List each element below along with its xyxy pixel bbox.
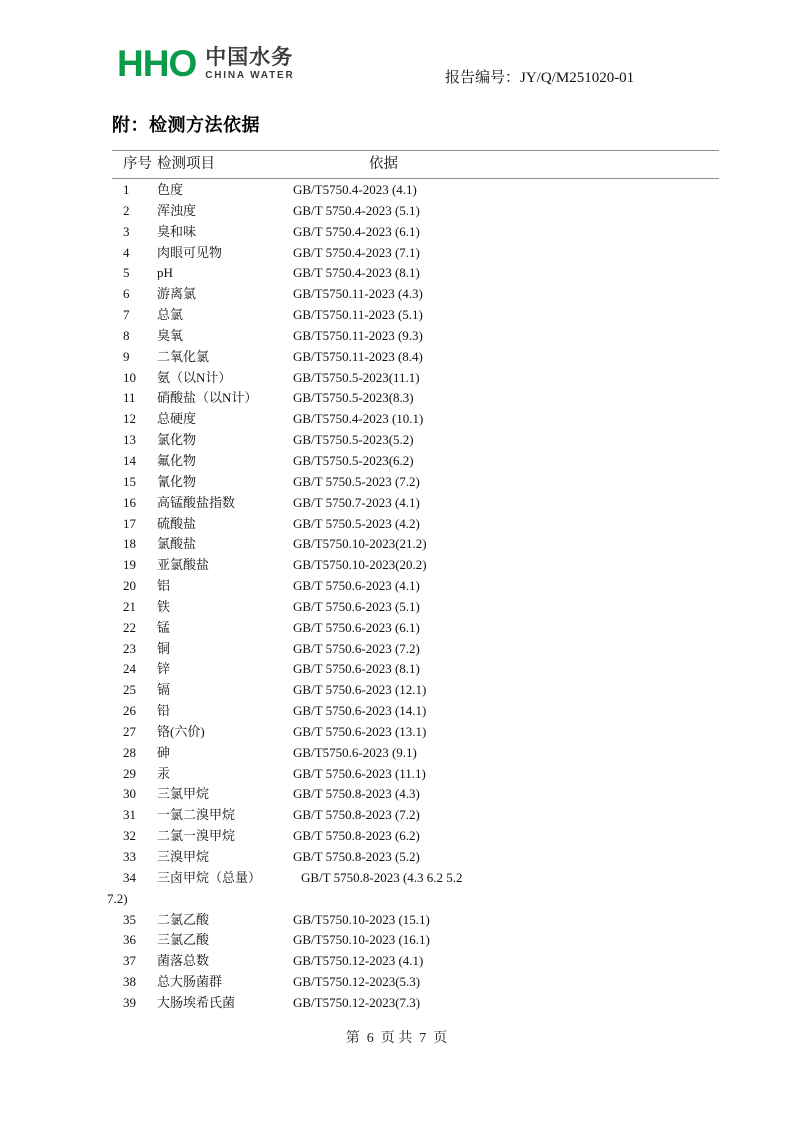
table-row [112, 826, 719, 847]
cell-index: 25 [123, 682, 136, 698]
column-header-item: 检测项目 [157, 156, 215, 172]
cell-item: 总氯 [157, 307, 184, 323]
report-number-label: 报告编号： [445, 70, 521, 86]
table-row [112, 639, 719, 660]
company-logo [117, 44, 294, 84]
cell-index: 17 [123, 515, 136, 531]
methods-table [107, 150, 719, 1014]
cell-basis: GB/T5750.5-2023(5.2) [293, 432, 414, 448]
cell-item: 镉 [157, 682, 171, 698]
cell-basis: GB/T 5750.6-2023 (6.1) [293, 619, 420, 635]
cell-basis: GB/T 5750.5-2023 (7.2) [293, 473, 420, 489]
cell-index: 18 [123, 536, 136, 552]
cell-index: 16 [123, 494, 136, 510]
cell-index: 6 [123, 286, 130, 302]
cell-index: 28 [123, 744, 136, 760]
cell-basis: GB/T5750.12-2023(7.3) [293, 994, 421, 1010]
table-row [112, 222, 719, 243]
table-row [112, 472, 719, 493]
cell-basis: GB/T 5750.6-2023 (13.1) [293, 723, 427, 739]
table-row [112, 368, 719, 389]
cell-index: 34 [123, 869, 136, 885]
table-row [112, 910, 719, 931]
cell-basis: GB/T5750.6-2023 (9.1) [293, 744, 417, 760]
cell-index: 8 [123, 327, 130, 343]
cell-item: 色度 [157, 182, 184, 197]
table-row [112, 722, 719, 743]
cell-item: pH [157, 265, 173, 281]
cell-basis: GB/T5750.4-2023 (10.1) [293, 411, 424, 427]
table-row [112, 180, 719, 201]
cell-item: 锰 [157, 619, 171, 635]
cell-item: 总大肠菌群 [157, 974, 223, 990]
table-row [112, 680, 719, 701]
cell-item: 氯化物 [157, 432, 197, 448]
cell-item: 锌 [157, 661, 171, 677]
cell-index: 13 [123, 432, 136, 448]
cell-basis: GB/T 5750.6-2023 (14.1) [293, 703, 427, 719]
cell-index: 32 [123, 828, 136, 844]
cell-item: 铝 [157, 578, 171, 594]
table-row [112, 243, 719, 264]
cell-basis: GB/T 5750.6-2023 (12.1) [293, 682, 427, 698]
cell-basis: GB/T5750.5-2023(11.1) [293, 369, 420, 385]
cell-basis: GB/T 5750.4-2023 (8.1) [293, 265, 420, 281]
cell-basis: GB/T5750.10-2023 (16.1) [293, 932, 430, 948]
table-row [112, 597, 719, 618]
cell-basis-wrap: 7.2) [107, 890, 128, 906]
table-row [112, 388, 719, 409]
table-row [112, 555, 719, 576]
table-row [112, 847, 719, 868]
page-number: 第 6 页 共 7 页 [345, 1031, 448, 1046]
cell-item: 氰化物 [157, 473, 197, 489]
logo-acronym: HHO [117, 43, 197, 84]
cell-index: 39 [123, 994, 136, 1010]
cell-index: 14 [123, 452, 136, 468]
cell-basis: GB/T5750.10-2023 (15.1) [293, 911, 430, 927]
table-row [112, 284, 719, 305]
cell-index: 4 [123, 244, 130, 260]
table-row [112, 263, 719, 284]
column-header-basis: 依据 [369, 156, 398, 172]
table-row [112, 305, 719, 326]
cell-index: 5 [123, 265, 130, 281]
cell-item: 三氯甲烷 [157, 786, 210, 802]
table-row [112, 409, 719, 430]
cell-item: 氟化物 [157, 452, 197, 468]
cell-basis: GB/T 5750.4-2023 (6.1) [293, 223, 420, 239]
table-body [107, 179, 719, 1014]
logo-name-cn: 中国水务 [205, 46, 294, 69]
cell-item: 二氯一溴甲烷 [157, 828, 236, 844]
cell-basis: GB/T5750.5-2023(6.2) [293, 452, 414, 468]
cell-basis: GB/T 5750.6-2023 (11.1) [293, 765, 426, 781]
cell-basis: GB/T 5750.7-2023 (4.1) [293, 494, 420, 510]
cell-item: 铁 [157, 598, 171, 614]
cell-index: 11 [123, 390, 136, 406]
table-row [112, 951, 719, 972]
cell-basis: GB/T5750.4-2023 (4.1) [293, 182, 417, 197]
table-header-row [112, 151, 719, 178]
report-number [445, 66, 634, 87]
cell-index: 12 [123, 411, 136, 427]
cell-basis: GB/T 5750.6-2023 (8.1) [293, 661, 420, 677]
cell-basis: GB/T5750.5-2023(8.3) [293, 390, 414, 406]
cell-item: 一氯二溴甲烷 [157, 807, 236, 823]
cell-item: 高锰酸盐指数 [157, 494, 236, 510]
cell-item: 臭和味 [157, 223, 197, 239]
logo-names [205, 44, 294, 81]
cell-basis: GB/T5750.11-2023 (4.3) [293, 286, 423, 302]
cell-index: 15 [123, 473, 136, 489]
cell-basis: GB/T 5750.8-2023 (7.2) [293, 807, 420, 823]
cell-index: 20 [123, 578, 136, 594]
table-row [112, 868, 719, 889]
table-row [112, 201, 719, 222]
cell-index: 7 [123, 307, 130, 323]
cell-basis: GB/T5750.12-2023(5.3) [293, 974, 421, 990]
cell-item: 游离氯 [157, 286, 197, 302]
table-row [112, 993, 719, 1014]
cell-basis: GB/T 5750.4-2023 (7.1) [293, 244, 420, 260]
cell-basis: GB/T 5750.6-2023 (7.2) [293, 640, 420, 656]
table-row [112, 930, 719, 951]
cell-basis: GB/T5750.12-2023 (4.1) [293, 953, 424, 969]
cell-item: 硫酸盐 [157, 515, 197, 531]
cell-index: 26 [123, 703, 136, 719]
cell-item: 三溴甲烷 [157, 849, 210, 864]
column-header-index: 序号 [123, 156, 152, 172]
page-title: 附：检测方法依据 [112, 115, 260, 135]
cell-item: 菌落总数 [157, 953, 210, 969]
table-row [112, 326, 719, 347]
cell-item: 臭氧 [157, 327, 184, 343]
cell-basis: GB/T 5750.6-2023 (5.1) [293, 598, 420, 614]
cell-index: 37 [123, 953, 136, 969]
table-row [112, 701, 719, 722]
cell-item: 砷 [157, 744, 171, 760]
cell-index: 1 [123, 182, 130, 197]
table-row [112, 430, 719, 451]
cell-index: 29 [123, 765, 136, 781]
table-row [112, 347, 719, 368]
table-row [112, 743, 719, 764]
table-row [112, 784, 719, 805]
cell-basis: GB/T5750.11-2023 (8.4) [293, 348, 423, 364]
cell-basis: GB/T5750.10-2023(20.2) [293, 557, 427, 573]
cell-item: 汞 [157, 765, 171, 781]
cell-item: 二氯乙酸 [157, 911, 210, 927]
table-row [112, 659, 719, 680]
table-row [112, 764, 719, 785]
cell-index: 36 [123, 932, 136, 948]
cell-basis: GB/T5750.11-2023 (9.3) [293, 327, 423, 343]
cell-item: 肉眼可见物 [157, 244, 223, 260]
cell-item: 硝酸盐（以N计） [157, 390, 258, 406]
table-row [112, 576, 719, 597]
cell-item: 亚氯酸盐 [157, 557, 210, 573]
cell-basis: GB/T5750.10-2023(21.2) [293, 536, 427, 552]
cell-index: 23 [123, 640, 136, 656]
cell-index: 35 [123, 911, 136, 927]
table-row [112, 805, 719, 826]
cell-item: 三卤甲烷（总量） [157, 869, 262, 885]
cell-basis: GB/T 5750.6-2023 (4.1) [293, 578, 420, 594]
cell-item: 氨（以N计） [157, 369, 232, 385]
logo-name-en: CHINA WATER [205, 70, 295, 81]
cell-item: 铅 [157, 703, 171, 719]
cell-index: 21 [123, 598, 136, 614]
cell-basis: GB/T 5750.5-2023 (4.2) [293, 515, 420, 531]
table-row [112, 493, 719, 514]
cell-index: 27 [123, 723, 136, 739]
report-number-value: JY/Q/M251020-01 [520, 70, 635, 86]
cell-item: 二氧化氯 [157, 348, 210, 364]
table-row [112, 514, 719, 535]
table-row [112, 618, 719, 639]
table-row [112, 534, 719, 555]
cell-index: 2 [123, 202, 130, 218]
cell-basis: GB/T5750.11-2023 (5.1) [293, 307, 423, 323]
table-row [112, 451, 719, 472]
cell-index: 10 [123, 369, 136, 385]
cell-index: 9 [123, 348, 130, 364]
cell-item: 铜 [157, 640, 171, 656]
cell-basis: GB/T 5750.8-2023 (6.2) [293, 828, 420, 844]
cell-item: 氯酸盐 [157, 536, 197, 552]
cell-item: 三氯乙酸 [157, 932, 210, 948]
cell-basis: GB/T 5750.8-2023 (5.2) [293, 849, 420, 864]
cell-index: 3 [123, 223, 130, 239]
cell-item: 总硬度 [157, 411, 197, 427]
cell-basis: GB/T 5750.8-2023 (4.3 6.2 5.2 [301, 869, 463, 885]
cell-item: 大肠埃希氏菌 [157, 994, 236, 1010]
table-row [112, 972, 719, 993]
cell-index: 24 [123, 661, 136, 677]
cell-basis: GB/T 5750.8-2023 (4.3) [293, 786, 420, 802]
cell-index: 19 [123, 557, 136, 573]
cell-index: 31 [123, 807, 136, 823]
cell-basis: GB/T 5750.4-2023 (5.1) [293, 202, 420, 218]
cell-index: 38 [123, 974, 136, 990]
cell-index: 22 [123, 619, 136, 635]
cell-item: 铬(六价) [157, 723, 205, 739]
cell-index: 33 [123, 849, 136, 864]
cell-item: 浑浊度 [157, 202, 197, 218]
cell-index: 30 [123, 786, 136, 802]
